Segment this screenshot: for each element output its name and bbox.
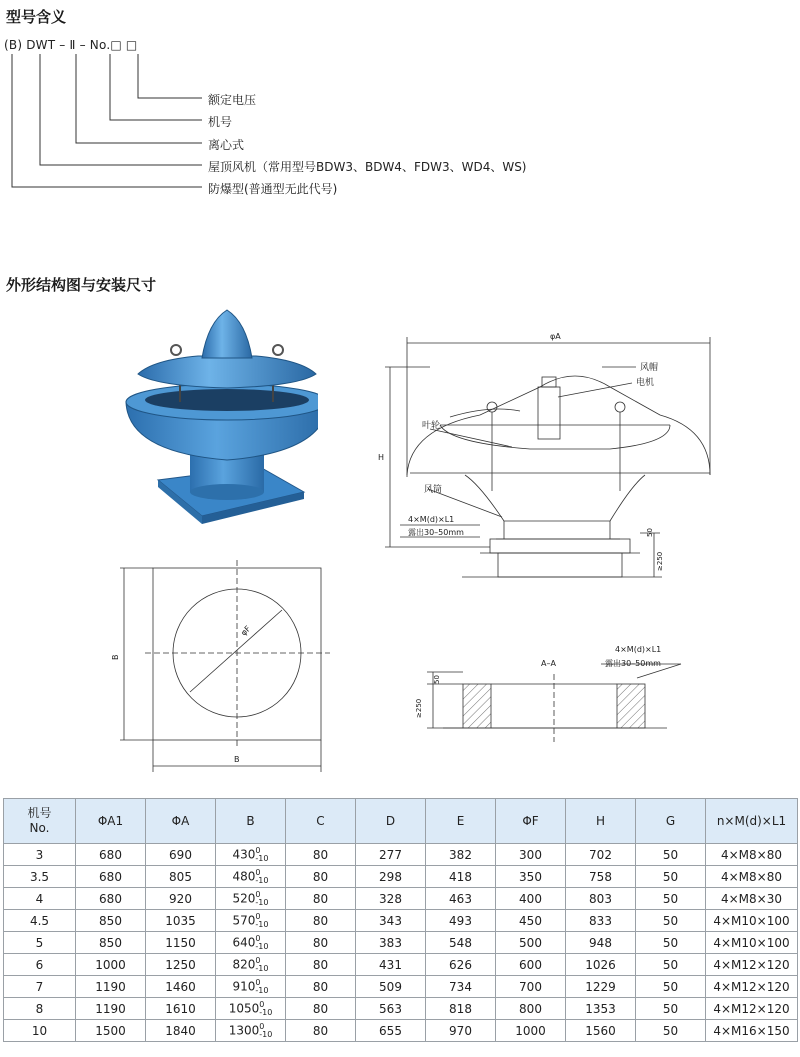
- table-cell: 680: [76, 844, 146, 866]
- section-dim-250: ≥250: [415, 698, 423, 718]
- table-cell: 1190: [76, 976, 146, 998]
- table-cell: 5: [4, 932, 76, 954]
- table-cell: 920: [146, 888, 216, 910]
- table-cell: 970: [426, 1020, 496, 1042]
- table-cell: 463: [426, 888, 496, 910]
- section-bolt: 4×M(d)×L1: [615, 645, 662, 654]
- table-cell: 948: [566, 932, 636, 954]
- legend-explosion-proof: 防爆型(普通型无此代号): [208, 182, 338, 196]
- table-cell: 680: [76, 888, 146, 910]
- table-cell: 1460: [146, 976, 216, 998]
- table-cell: 493: [426, 910, 496, 932]
- table-cell: 382: [426, 844, 496, 866]
- column-header: ΦA1: [76, 799, 146, 844]
- label-dianji: 电机: [636, 378, 655, 388]
- tolerance: 0 -10: [259, 1021, 273, 1039]
- section-dim-50: 50: [433, 675, 441, 684]
- label-yelun: 叶轮: [422, 421, 441, 431]
- table-cell: 50: [636, 932, 706, 954]
- table-cell: 833: [566, 910, 636, 932]
- table-cell: 50: [636, 998, 706, 1020]
- leader-line-machine-no: [110, 54, 202, 120]
- table-cell: 1150: [146, 932, 216, 954]
- table-cell: 850: [76, 932, 146, 954]
- plan-view-drawing: [110, 560, 335, 775]
- spec-table-header-row: [4, 799, 798, 844]
- table-cell: 1300 0 -10: [216, 1020, 286, 1042]
- table-cell: 328: [356, 888, 426, 910]
- table-cell: 600: [496, 954, 566, 976]
- table-cell: 3: [4, 844, 76, 866]
- legend-centrifugal: 离心式: [208, 138, 245, 152]
- tolerance: 0 -10: [255, 955, 269, 973]
- model-meaning-leader-lines: [0, 50, 220, 200]
- column-header: D: [356, 799, 426, 844]
- column-header: B: [216, 799, 286, 844]
- dim-b-horizontal: B: [234, 755, 240, 764]
- table-cell: 50: [636, 910, 706, 932]
- tolerance: 0 -10: [255, 933, 269, 951]
- table-cell: 803: [566, 888, 636, 910]
- table-cell: 80: [286, 888, 356, 910]
- table-cell: 4×M8×80: [706, 844, 798, 866]
- table-cell: 383: [356, 932, 426, 954]
- table-cell: 805: [146, 866, 216, 888]
- table-cell: 1229: [566, 976, 636, 998]
- label-fengtong: 风筒: [424, 485, 443, 495]
- table-cell: 7: [4, 976, 76, 998]
- table-cell: 820 0 -10: [216, 954, 286, 976]
- table-cell: 520 0 -10: [216, 888, 286, 910]
- table-row: [4, 976, 798, 998]
- table-cell: 3.5: [4, 866, 76, 888]
- table-cell: 850: [76, 910, 146, 932]
- table-cell: 50: [636, 866, 706, 888]
- label-expose: 露出30–50mm: [408, 528, 464, 537]
- table-cell: 4×M10×100: [706, 932, 798, 954]
- tolerance: 0 -10: [255, 977, 269, 995]
- table-cell: 1035: [146, 910, 216, 932]
- label-fengmao: 风帽: [640, 363, 659, 373]
- legend-machine-number: 机号: [208, 115, 233, 129]
- table-cell: 80: [286, 866, 356, 888]
- table-cell: 1500: [76, 1020, 146, 1042]
- table-cell: 1610: [146, 998, 216, 1020]
- section-label: A–A: [541, 659, 556, 668]
- table-cell: 1000: [76, 954, 146, 976]
- table-cell: 80: [286, 932, 356, 954]
- table-cell: 50: [636, 844, 706, 866]
- column-header: 机号 No.: [4, 799, 76, 844]
- table-cell: 4.5: [4, 910, 76, 932]
- column-header: C: [286, 799, 356, 844]
- column-header: G: [636, 799, 706, 844]
- table-cell: 418: [426, 866, 496, 888]
- table-cell: 910 0 -10: [216, 976, 286, 998]
- table-cell: 4×M16×150: [706, 1020, 798, 1042]
- table-cell: 4×M8×80: [706, 866, 798, 888]
- table-cell: 680: [76, 866, 146, 888]
- table-cell: 655: [356, 1020, 426, 1042]
- table-row: [4, 844, 798, 866]
- side-view-drawing: [370, 325, 770, 587]
- table-cell: 702: [566, 844, 636, 866]
- table-cell: 690: [146, 844, 216, 866]
- table-cell: 343: [356, 910, 426, 932]
- table-cell: 800: [496, 998, 566, 1020]
- table-cell: 1050 0 -10: [216, 998, 286, 1020]
- table-cell: 734: [426, 976, 496, 998]
- table-row: [4, 998, 798, 1020]
- table-cell: 400: [496, 888, 566, 910]
- table-cell: 4×M12×120: [706, 976, 798, 998]
- dim-b-vertical: B: [111, 654, 120, 660]
- legend-roof-fan: 屋顶风机（常用型号BDW3、BDW4、FDW3、WD4、WS): [208, 160, 527, 174]
- drawings-title: 外形结构图与安装尺寸: [6, 276, 157, 294]
- spec-table-body: [4, 844, 798, 1042]
- table-row: [4, 954, 798, 976]
- leader-line-roof-fan: [40, 54, 202, 165]
- table-cell: 500: [496, 932, 566, 954]
- table-cell: 626: [426, 954, 496, 976]
- table-cell: 50: [636, 976, 706, 998]
- dim-h: H: [378, 453, 385, 462]
- table-cell: 4: [4, 888, 76, 910]
- table-cell: 4×M12×120: [706, 998, 798, 1020]
- section-expose: 露出30–50mm: [605, 659, 661, 668]
- table-cell: 50: [636, 888, 706, 910]
- dim-phi-a: φA: [550, 332, 561, 341]
- table-row: [4, 1020, 798, 1042]
- table-cell: 1353: [566, 998, 636, 1020]
- table-cell: 480 0 -10: [216, 866, 286, 888]
- table-cell: 700: [496, 976, 566, 998]
- section-view-drawing: [405, 638, 695, 748]
- spec-table: [3, 798, 798, 1042]
- column-header: n×M(d)×L1: [706, 799, 798, 844]
- table-row: [4, 910, 798, 932]
- table-cell: 6: [4, 954, 76, 976]
- table-cell: 563: [356, 998, 426, 1020]
- table-cell: 350: [496, 866, 566, 888]
- table-cell: 548: [426, 932, 496, 954]
- table-cell: 4×M8×30: [706, 888, 798, 910]
- dim-250: ≥250: [656, 551, 664, 571]
- table-cell: 758: [566, 866, 636, 888]
- dim-phi-f: φF: [239, 624, 253, 638]
- table-cell: 570 0 -10: [216, 910, 286, 932]
- table-cell: 277: [356, 844, 426, 866]
- table-cell: 80: [286, 976, 356, 998]
- table-cell: 430 0 -10: [216, 844, 286, 866]
- table-cell: 80: [286, 954, 356, 976]
- legend-rated-voltage: 额定电压: [208, 93, 257, 107]
- table-cell: 10: [4, 1020, 76, 1042]
- column-header: E: [426, 799, 496, 844]
- table-cell: 431: [356, 954, 426, 976]
- table-row: [4, 932, 798, 954]
- table-cell: 1560: [566, 1020, 636, 1042]
- table-cell: 4×M10×100: [706, 910, 798, 932]
- table-cell: 300: [496, 844, 566, 866]
- table-cell: 1190: [76, 998, 146, 1020]
- column-header: ΦA: [146, 799, 216, 844]
- table-row: [4, 888, 798, 910]
- table-cell: 80: [286, 910, 356, 932]
- table-cell: 509: [356, 976, 426, 998]
- roof-fan-photo: [118, 302, 318, 532]
- table-cell: 450: [496, 910, 566, 932]
- tolerance: 0 -10: [255, 867, 269, 885]
- table-cell: 818: [426, 998, 496, 1020]
- leader-line-voltage: [138, 54, 202, 98]
- tolerance: 0 -10: [259, 999, 273, 1017]
- table-cell: 80: [286, 844, 356, 866]
- label-bolt: 4×M(d)×L1: [408, 515, 455, 524]
- table-row: [4, 866, 798, 888]
- table-cell: 1840: [146, 1020, 216, 1042]
- model-code: (B) DWT – Ⅱ – No.□ □: [4, 38, 138, 52]
- table-cell: 1000: [496, 1020, 566, 1042]
- table-cell: 80: [286, 1020, 356, 1042]
- tolerance: 0 -10: [255, 889, 269, 907]
- table-cell: 640 0 -10: [216, 932, 286, 954]
- dim-50: 50: [646, 528, 654, 537]
- table-cell: 50: [636, 1020, 706, 1042]
- table-cell: 4×M12×120: [706, 954, 798, 976]
- tolerance: 0 -10: [255, 911, 269, 929]
- column-header: ΦF: [496, 799, 566, 844]
- table-cell: 1250: [146, 954, 216, 976]
- model-meaning-title: 型号含义: [6, 8, 67, 26]
- column-header: H: [566, 799, 636, 844]
- table-cell: 1026: [566, 954, 636, 976]
- table-cell: 298: [356, 866, 426, 888]
- tolerance: 0 -10: [255, 845, 269, 863]
- table-cell: 8: [4, 998, 76, 1020]
- table-cell: 50: [636, 954, 706, 976]
- table-cell: 80: [286, 998, 356, 1020]
